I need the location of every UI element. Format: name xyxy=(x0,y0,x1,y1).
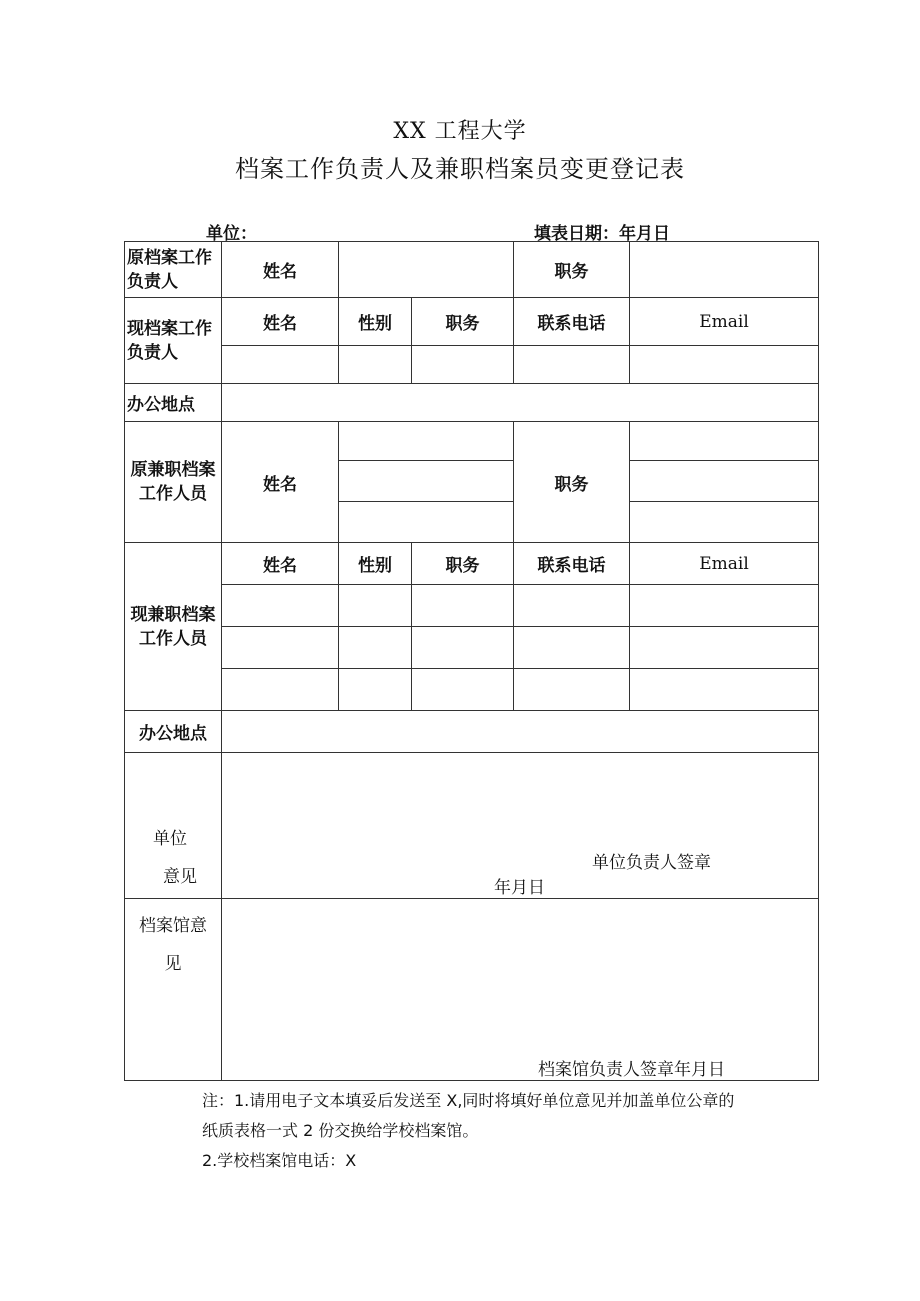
form-title-university: XX 工程大学 xyxy=(393,119,527,144)
archive-opinion-label-line2: 见 xyxy=(164,954,182,974)
former-leader-name-header: 姓名 xyxy=(222,242,339,298)
current-leader-name-field[interactable] xyxy=(222,346,339,384)
note-line-1: 注：1.请用电子文本填妥后发送至 X,同时将填好单位意见并加盖单位公章的 xyxy=(202,1091,735,1110)
current-leader-phone-header: 联系电话 xyxy=(514,298,630,346)
former-leader-name-field[interactable] xyxy=(339,242,514,298)
archive-opinion-field[interactable] xyxy=(222,899,819,1081)
current-leader-name-header: 姓名 xyxy=(222,298,339,346)
notes xyxy=(202,1086,822,1176)
current-parttime-email-field[interactable] xyxy=(630,627,819,669)
unit-signature-label: 单位负责人签章 xyxy=(592,853,711,873)
former-parttime-name-field[interactable] xyxy=(339,502,514,543)
archive-signature-label: 档案馆负责人签章年月日 xyxy=(538,1060,725,1080)
office-location-label: 办公地点 xyxy=(125,711,222,753)
office-location-label: 办公地点 xyxy=(125,384,222,422)
current-parttime-label: 现兼职档案工作人员 xyxy=(125,543,222,711)
current-parttime-position-header: 职务 xyxy=(412,543,514,585)
registration-table xyxy=(124,241,819,1081)
unit-opinion-field[interactable] xyxy=(222,753,819,899)
current-parttime-gender-header: 性别 xyxy=(339,543,412,585)
current-parttime-phone-field[interactable] xyxy=(514,669,630,711)
current-parttime-position-field[interactable] xyxy=(412,669,514,711)
office-location-field[interactable] xyxy=(222,711,819,753)
note-line-2: 纸质表格一式 2 份交换给学校档案馆。 xyxy=(202,1121,479,1140)
current-parttime-name-field[interactable] xyxy=(222,627,339,669)
current-parttime-email-field[interactable] xyxy=(630,585,819,627)
archive-opinion-label-line1: 档案馆意 xyxy=(139,916,207,936)
current-parttime-gender-field[interactable] xyxy=(339,669,412,711)
fill-date-label: 填表日期：年月日 xyxy=(534,224,670,244)
unit-signature-date: 年月日 xyxy=(494,878,545,898)
current-parttime-gender-field[interactable] xyxy=(339,585,412,627)
unit-opinion-label-cell xyxy=(125,753,222,899)
former-parttime-position-field[interactable] xyxy=(630,502,819,543)
note-line-3: 2.学校档案馆电话：X xyxy=(202,1151,357,1170)
current-leader-email-header: Email xyxy=(630,298,819,346)
current-parttime-email-header: Email xyxy=(630,543,819,585)
current-parttime-phone-field[interactable] xyxy=(514,627,630,669)
former-leader-position-header: 职务 xyxy=(514,242,630,298)
former-parttime-position-header: 职务 xyxy=(514,422,630,543)
current-leader-email-field[interactable] xyxy=(630,346,819,384)
archive-opinion-label xyxy=(125,907,221,983)
current-parttime-name-field[interactable] xyxy=(222,585,339,627)
archive-opinion-label-cell xyxy=(125,899,222,1081)
former-leader-label: 原档案工作负责人 xyxy=(125,242,222,298)
current-parttime-phone-field[interactable] xyxy=(514,585,630,627)
current-parttime-name-field[interactable] xyxy=(222,669,339,711)
current-leader-label: 现档案工作负责人 xyxy=(125,298,222,384)
unit-label: 单位： xyxy=(206,224,257,244)
current-parttime-phone-header: 联系电话 xyxy=(514,543,630,585)
unit-opinion-label-line1: 单位 xyxy=(153,829,187,849)
current-leader-position-header: 职务 xyxy=(412,298,514,346)
former-parttime-position-field[interactable] xyxy=(630,422,819,461)
current-parttime-name-header: 姓名 xyxy=(222,543,339,585)
current-parttime-gender-field[interactable] xyxy=(339,627,412,669)
current-parttime-position-field[interactable] xyxy=(412,627,514,669)
current-parttime-email-field[interactable] xyxy=(630,669,819,711)
current-leader-gender-field[interactable] xyxy=(339,346,412,384)
current-parttime-position-field[interactable] xyxy=(412,585,514,627)
former-leader-position-field[interactable] xyxy=(630,242,819,298)
unit-opinion-label-line2: 意见 xyxy=(163,867,197,887)
current-leader-phone-field[interactable] xyxy=(514,346,630,384)
office-location-field[interactable] xyxy=(222,384,819,422)
former-parttime-label: 原兼职档案工作人员 xyxy=(125,422,222,543)
former-parttime-name-field[interactable] xyxy=(339,422,514,461)
former-parttime-position-field[interactable] xyxy=(630,461,819,502)
former-parttime-name-field[interactable] xyxy=(339,461,514,502)
form-title: 档案工作负责人及兼职档案员变更登记表 xyxy=(235,155,685,183)
former-parttime-name-header: 姓名 xyxy=(222,422,339,543)
current-leader-position-field[interactable] xyxy=(412,346,514,384)
current-leader-gender-header: 性别 xyxy=(339,298,412,346)
